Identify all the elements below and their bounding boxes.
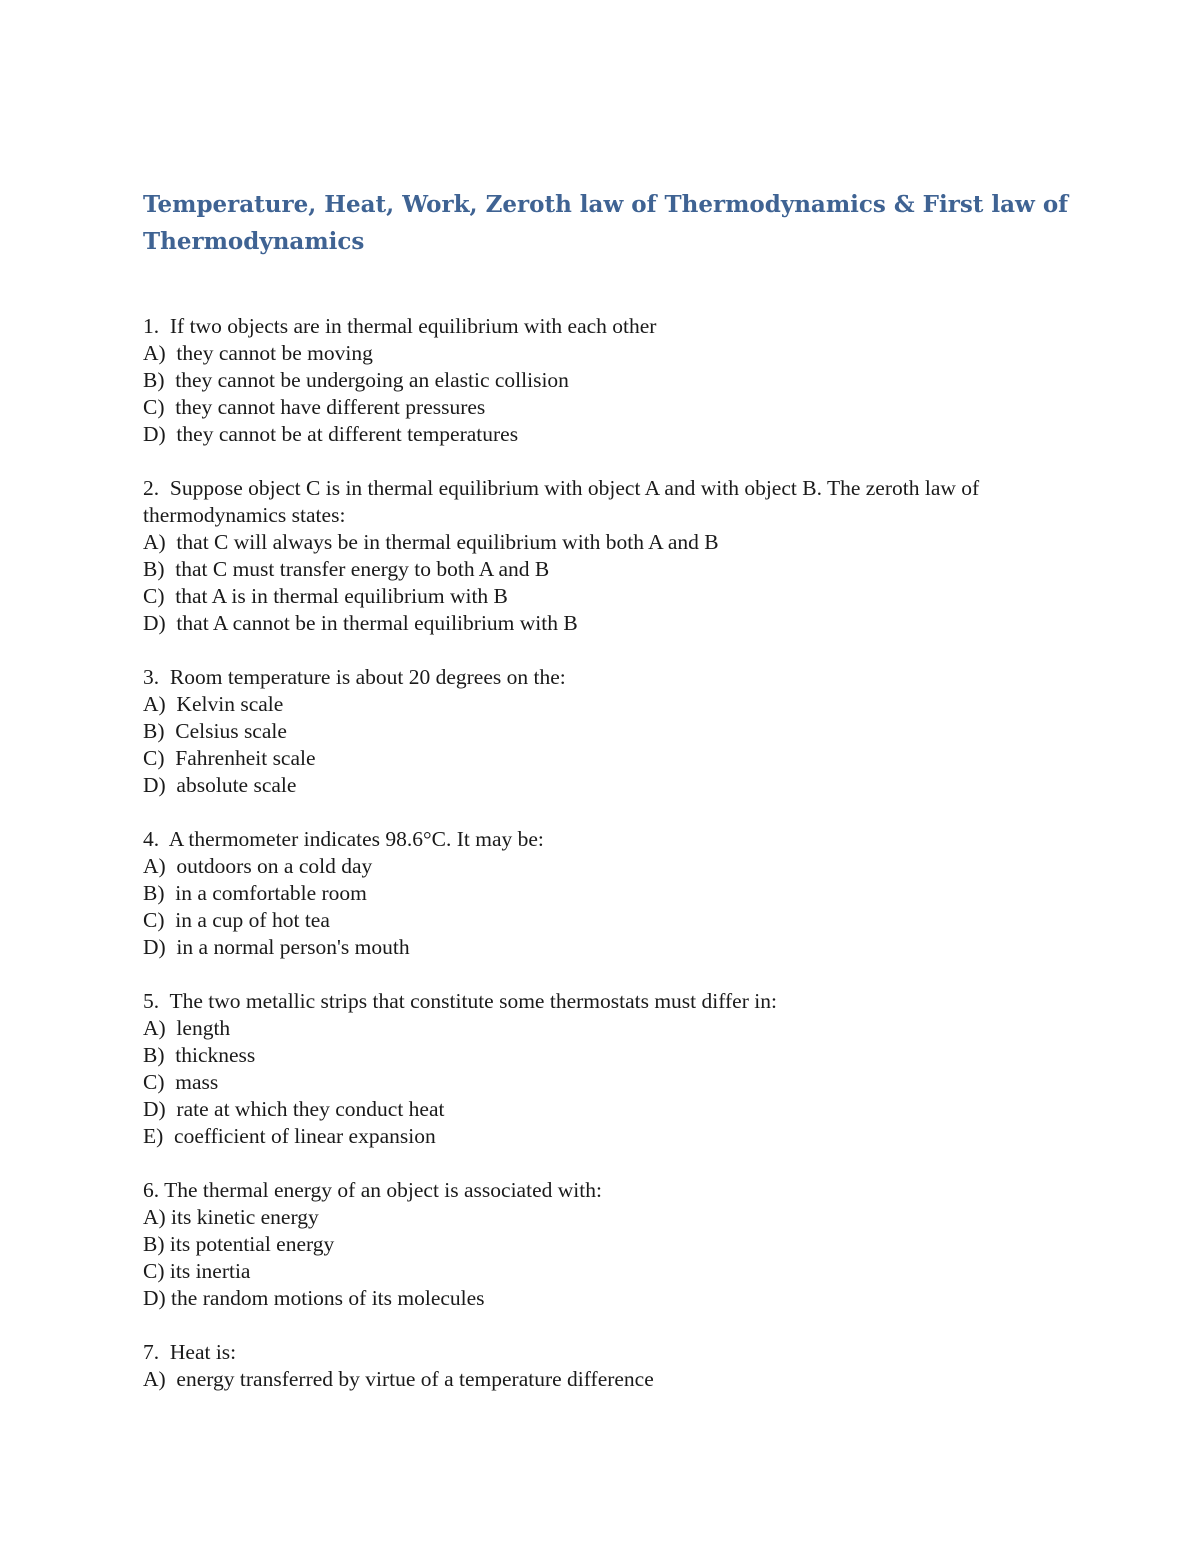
document-title: Temperature, Heat, Work, Zeroth law of Thermodynamics & First law of Thermodynamics (143, 191, 1069, 255)
answer-option: D) in a normal person's mouth (143, 935, 410, 959)
answer-option: D) absolute scale (143, 773, 297, 797)
question-block (143, 475, 1073, 637)
question-stem: 1. If two objects are in thermal equilibrium with each other (143, 314, 657, 338)
answer-option: A) Kelvin scale (143, 692, 284, 716)
answer-option: D) that A cannot be in thermal equilibrium with B (143, 611, 578, 635)
question-stem: 7. Heat is: (143, 1340, 237, 1364)
answer-option: D) rate at which they conduct heat (143, 1097, 445, 1121)
answer-option: B) its potential energy (143, 1232, 335, 1256)
answer-option: C) mass (143, 1070, 219, 1094)
answer-option: A) its kinetic energy (143, 1205, 319, 1229)
answer-option: A) length (143, 1016, 231, 1040)
answer-option: B) thickness (143, 1043, 256, 1067)
question-block (143, 664, 1073, 799)
question-list (143, 313, 1073, 1420)
answer-option: B) in a comfortable room (143, 881, 367, 905)
answer-option: C) they cannot have different pressures (143, 395, 486, 419)
question-stem: 2. Suppose object C is in thermal equilibrium with object A and with object B. The zeroth law of thermodynamics states: (143, 476, 985, 527)
question-block (143, 1339, 1073, 1393)
question-block (143, 1177, 1073, 1312)
question-stem: 5. The two metallic strips that constitute some thermostats must differ in: (143, 989, 777, 1013)
answer-option: C) its inertia (143, 1259, 251, 1283)
question-stem: 4. A thermometer indicates 98.6°C. It may be: (143, 827, 544, 851)
answer-option: A) that C will always be in thermal equilibrium with both A and B (143, 530, 719, 554)
answer-option: C) Fahrenheit scale (143, 746, 316, 770)
answer-option: B) that C must transfer energy to both A and B (143, 557, 550, 581)
answer-option: C) that A is in thermal equilibrium with B (143, 584, 508, 608)
answer-option: E) coefficient of linear expansion (143, 1124, 436, 1148)
question-block (143, 988, 1073, 1150)
question-stem: 3. Room temperature is about 20 degrees on the: (143, 665, 566, 689)
answer-option: A) they cannot be moving (143, 341, 373, 365)
answer-option: D) the random motions of its molecules (143, 1286, 485, 1310)
answer-option: D) they cannot be at different temperatures (143, 422, 519, 446)
answer-option: A) energy transferred by virtue of a temperature difference (143, 1367, 654, 1391)
question-stem: 6. The thermal energy of an object is associated with: (143, 1178, 602, 1202)
question-block (143, 313, 1073, 448)
answer-option: B) they cannot be undergoing an elastic collision (143, 368, 569, 392)
answer-option: C) in a cup of hot tea (143, 908, 330, 932)
answer-option: B) Celsius scale (143, 719, 287, 743)
answer-option: A) outdoors on a cold day (143, 854, 373, 878)
question-block (143, 826, 1073, 961)
